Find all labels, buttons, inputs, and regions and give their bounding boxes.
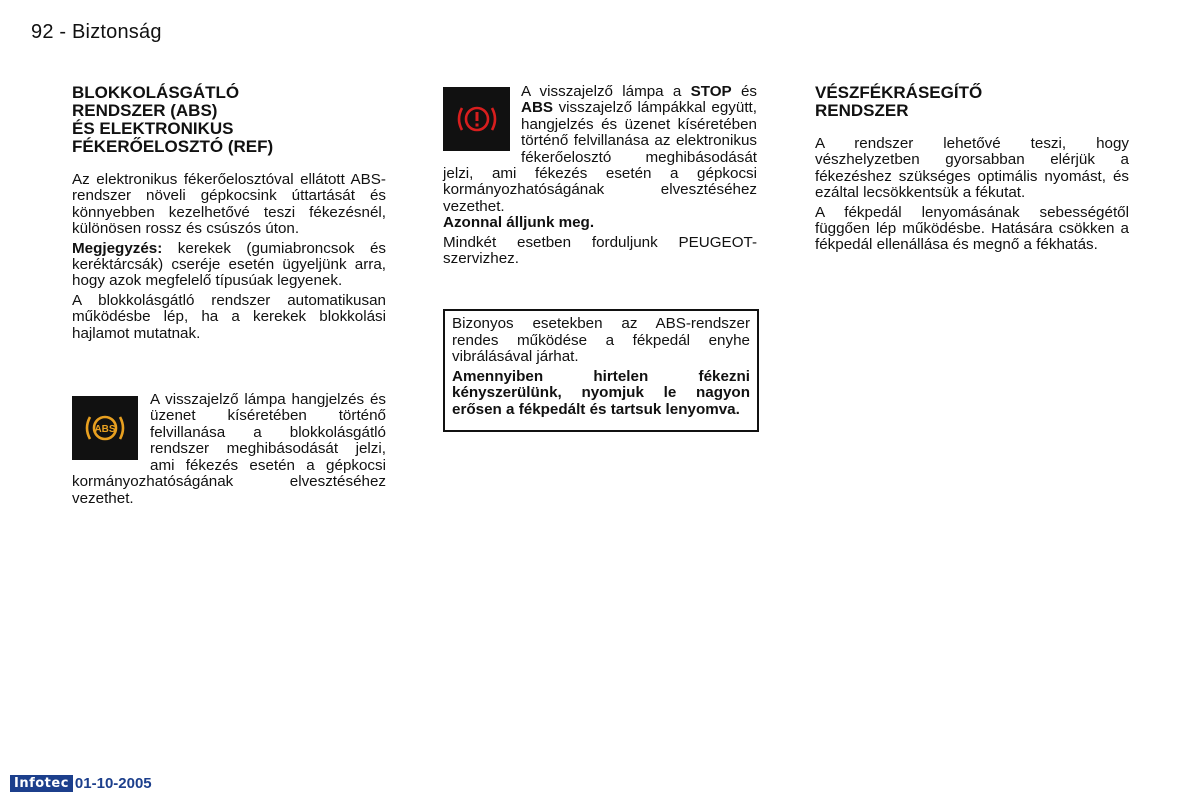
- abs-heading-line-2: RENDSZER (ABS): [72, 101, 218, 120]
- abs-heading-line-3: ÉS ELEKTRONIKUS: [72, 119, 234, 138]
- abs-label: ABS: [521, 99, 554, 117]
- brake-assist-heading: [815, 84, 1129, 120]
- service-text: Mindkét esetben forduljunk PEUGEOT-szervizhez.: [443, 233, 757, 268]
- column-ref: [443, 84, 757, 432]
- brake-assist-heading-line-1: VÉSZFÉKRÁSEGÍTŐ: [815, 83, 983, 102]
- abs-info-bold-text: Amennyiben hirtelen fékezni kényszerülünk, nyomjuk le nagyon erősen a fékpedált és tartsuk lenyomva.: [452, 367, 750, 418]
- abs-intro-text: Az elektronikus fékerőelosztóval ellátott ABS-rendszer növeli gépkocsink úttartását és könnyebben kezelhetővé teszi fékezésnél, különösen rossz és csúszós úton.: [72, 171, 386, 238]
- abs-info-box: [443, 309, 759, 431]
- stop-immediately-heading: Azonnal álljunk meg.: [443, 214, 595, 232]
- abs-heading-line-1: BLOKKOLÁSGÁTLÓ: [72, 83, 240, 102]
- stop-label: STOP: [690, 83, 732, 100]
- abs-heading-line-4: FÉKERŐELOSZTÓ (REF): [72, 137, 274, 156]
- brake-assist-text-2: A fékpedál lenyomásának sebességétől függően lép működésbe. Hatására csökken a fékpedál ellenállása és megnő a fékhatás.: [815, 203, 1129, 254]
- abs-icon-label: ABS: [94, 424, 116, 436]
- page-title: 92 - Biztonság: [31, 21, 162, 43]
- note-text: kerekek (gumiabroncsok és keréktárcsák) cseréje esetén ügyeljünk arra, hogy azok megfelelő típusúak legyenek.: [72, 239, 386, 290]
- ref-text-part-2: és: [731, 83, 757, 100]
- column-abs: [72, 84, 386, 507]
- abs-warning-text: A visszajelző lámpa hangjelzés és üzenet kíséretében történő felvillanása a blokkolásgátló rendszer meghibásodását jelzi, ami fékezés esetén a gépkocsi kormányozhatóságának elvesztéséhez vezethet.: [72, 391, 386, 507]
- abs-heading: [72, 84, 386, 156]
- abs-info-text: Bizonyos esetekben az ABS-rendszer rendes működése a fékpedál enyhe vibrálásával járhat.: [452, 315, 750, 366]
- ref-warning-block: [443, 84, 757, 215]
- note-label: Megjegyzés:: [72, 239, 163, 257]
- abs-warning-block: [72, 392, 386, 507]
- column-brake-assist: [815, 84, 1129, 257]
- abs-note: [72, 241, 386, 290]
- page-footer: [10, 775, 152, 792]
- brake-assist-heading-line-2: RENDSZER: [815, 101, 909, 120]
- abs-warning-lamp-icon: [72, 396, 138, 460]
- abs-auto-text: A blokkolásgátló rendszer automatikusan működésbe lép, ha a kerekek blokkolási hajlamot mutatnak.: [72, 291, 386, 342]
- brake-assist-text-1: A rendszer lehetővé teszi, hogy vészhelyzetben gyorsabban elérjük a fékezéshez szükséges optimális nyomást, és ezáltal lecsökkentsük a fékutat.: [815, 135, 1129, 202]
- infotec-logo: Infotec: [10, 775, 73, 792]
- ref-text-part-3: visszajelző lámpákkal együtt, hangjelzés és üzenet kíséretében történő felvillanása az elektronikus fékerőelosztó meghibásodását jelzi, ami fékezés esetén a gépkocsi kormányozhatóságának elvesztéséhez vezethet.: [443, 99, 757, 215]
- ref-text-part-1: A visszajelző lámpa a: [521, 83, 691, 100]
- brake-warning-lamp-icon: [443, 87, 510, 151]
- footer-date: 01-10-2005: [74, 775, 152, 792]
